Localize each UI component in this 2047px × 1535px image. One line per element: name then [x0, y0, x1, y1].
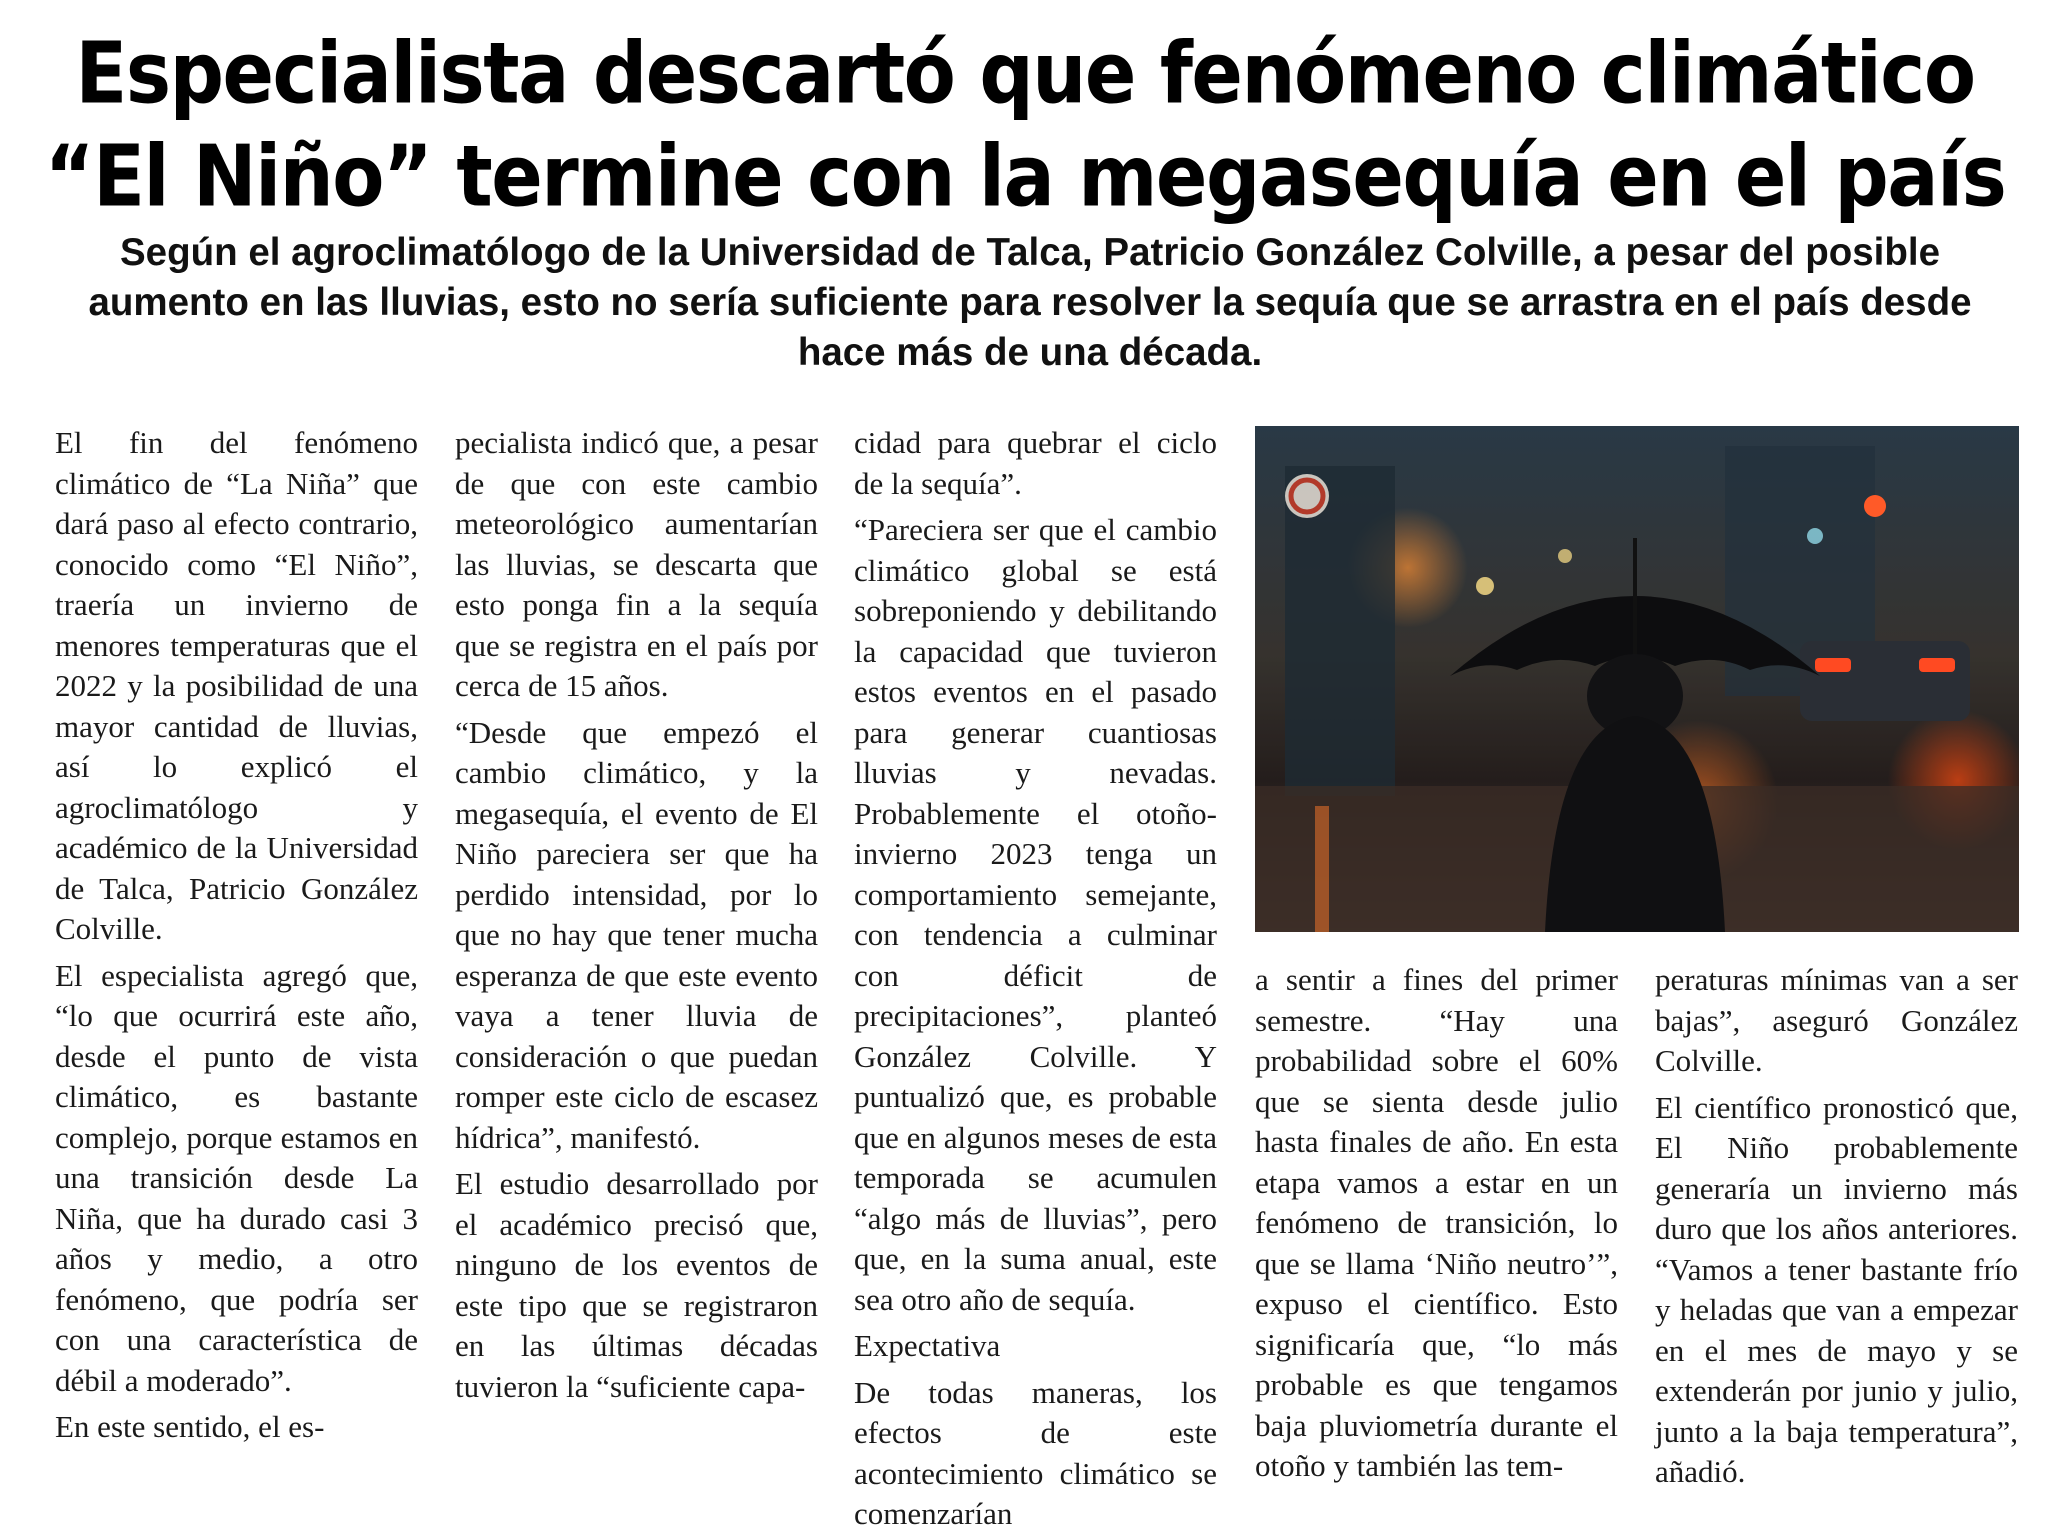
- paragraph: peraturas mínimas van a ser bajas”, aseguró González Colville.: [1655, 962, 2018, 1078]
- subtitle: Según el agroclimatólogo de la Universidad de Talca, Patricio González Colville, a pesar del posible aumento en las lluvias, esto no sería suficiente para resolver la sequía que se arrastra en el país desde hace más de una década.: [88, 231, 1972, 374]
- paragraph: pecialista indicó que, a pesar de que con este cambio meteorológico aumentarían las lluvias, se descarta que esto ponga fin a la sequía que se registra en el país por cerca de 15 años.: [455, 425, 818, 703]
- paragraph: “Desde que empezó el cambio climático, y la megasequía, el evento de El Niño pareciera ser que ha perdido intensidad, por lo que no hay que tener mucha esperanza de que este evento vaya a tener lluvia de consideración o que puedan romper este ciclo de escasez hídrica”, manifestó.: [455, 714, 818, 1155]
- column-3: [854, 423, 1217, 1531]
- paragraph: El estudio desarrollado por el académico precisó que, ninguno de los eventos de este tipo que se registraron en las últimas décadas tuvieron la “suficiente capa-: [455, 1166, 818, 1404]
- paragraph: cidad para quebrar el ciclo de la sequía”.: [854, 425, 1217, 501]
- column-2: [455, 423, 818, 1494]
- section-heading: Expectativa: [854, 1328, 1001, 1363]
- column-1: [55, 423, 418, 1494]
- paragraph: El científico pronosticó que, El Niño probablemente generaría un invierno más duro que los años anteriores. “Vamos a tener bastante frío y heladas que van a empezar en el mes de mayo y se extenderán por junio y julio, junto a la baja temperatura”, añadió.: [1655, 1089, 2018, 1489]
- paragraph: “Pareciera ser que el cambio climático global se está sobreponiendo y debilitando la capacidad que tuvieron estos eventos en el pasado para generar cuantiosas lluvias y nevadas. Probablemente el otoño-invierno 2023 tenga un comportamiento semejante, con tendencia a culminar con déficit de precipitaciones”, planteó González Colville. Y puntualizó que, es probable que en algunos meses de esta temporada se acumulen “algo más de lluvias”, pero que, en la suma anual, este sea otro año de sequía.: [854, 512, 1217, 1317]
- column-5: [1655, 960, 2018, 1494]
- paragraph: De todas maneras, los efectos de este acontecimiento climático se comenzarían: [854, 1374, 1217, 1531]
- headline: Especialista descartó que fenómeno climático “El Niño” termine con la megasequía en el país: [44, 23, 2006, 226]
- paragraph: El fin del fenómeno climático de “La Niña” que dará paso al efecto contrario, conocido como “El Niño”, traería un invierno de menores temperaturas que el 2022 y la posibilidad de una mayor cantidad de lluvias, así lo explicó el agroclimatólogo y académico de la Universidad de Talca, Patricio González Colville.: [55, 425, 418, 946]
- photo-illustration: [1255, 426, 2019, 932]
- paragraph: El especialista agregó que, “lo que ocurrirá este año, desde el punto de vista climático, es bastante complejo, porque estamos en una transición desde La Niña, que ha durado casi 3 años y medio, a otro fenómeno, que podría ser con una característica de débil a moderado”.: [55, 957, 418, 1398]
- paragraph: En este sentido, el es-: [55, 1409, 325, 1444]
- column-4: [1255, 960, 1618, 1494]
- rain-umbrella-photo: [1255, 426, 2019, 932]
- paragraph: a sentir a fines del primer semestre. “Hay una probabilidad sobre el 60% que se sienta desde julio hasta finales de año. En esta etapa vamos a estar en un fenómeno de transición, lo que se llama ‘Niño neutro’”, expuso el científico. Esto significaría que, “lo más probable es que tengamos baja pluviometría durante el otoño y también las tem-: [1255, 962, 1618, 1483]
